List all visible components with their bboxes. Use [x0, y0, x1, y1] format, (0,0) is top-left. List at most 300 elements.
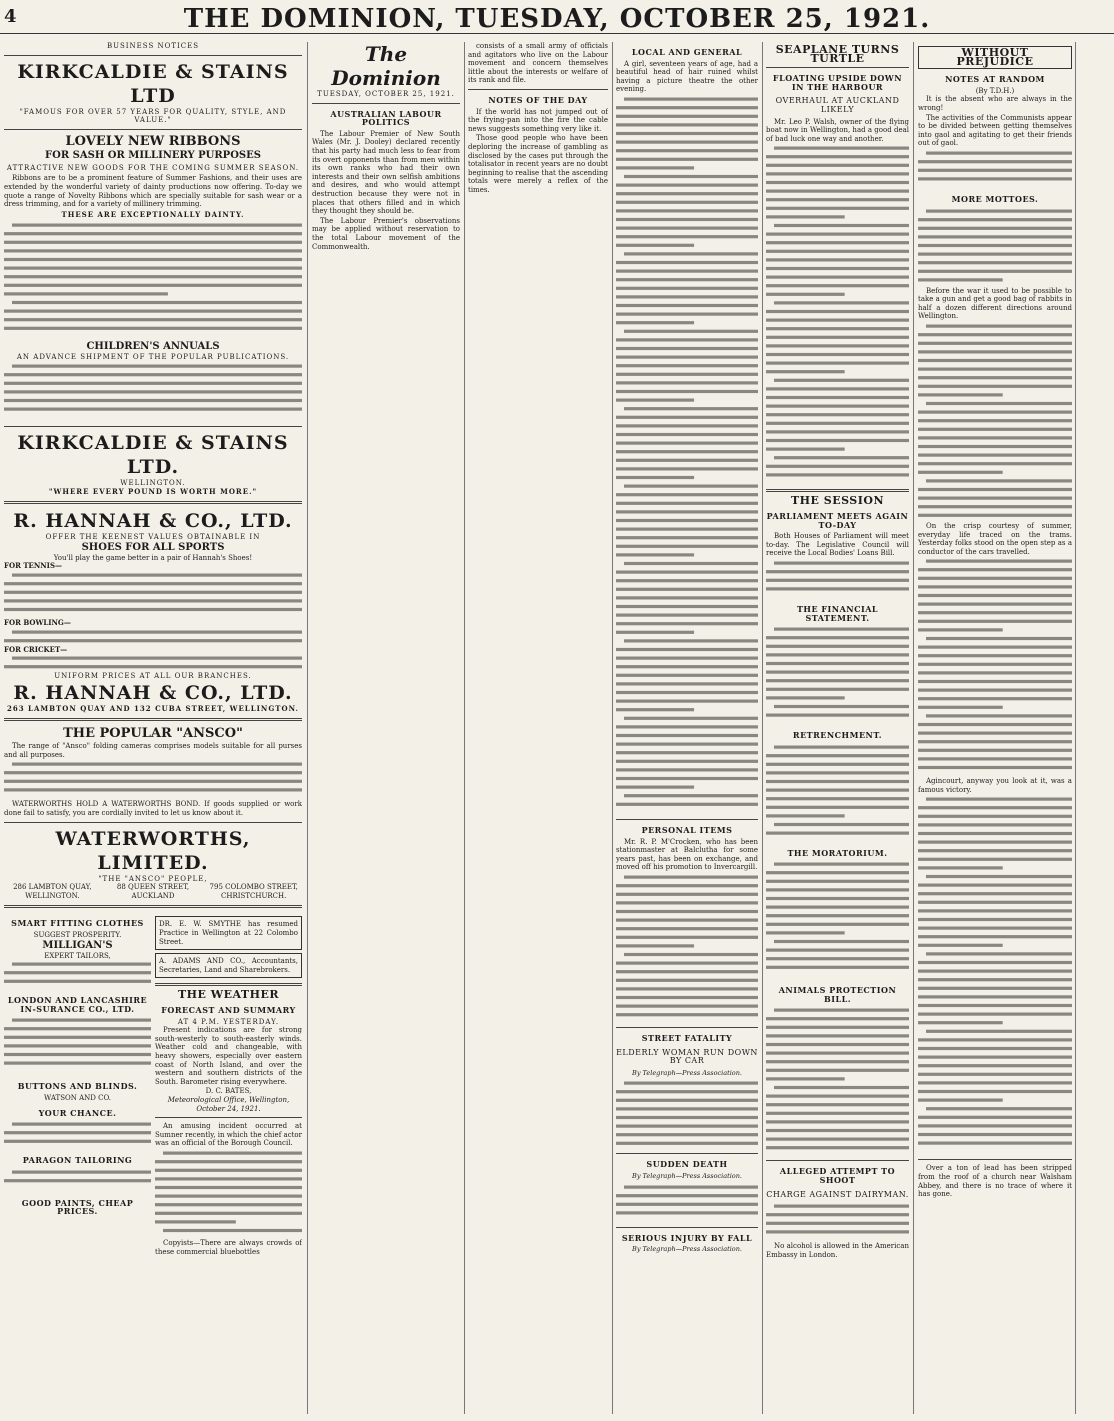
- text-line: [766, 164, 909, 167]
- news-text: [616, 1183, 758, 1223]
- text-line: [616, 381, 758, 384]
- text-line: [616, 398, 694, 401]
- classified-advertiser: MILLIGAN'S: [42, 939, 113, 951]
- page-masthead: [0, 0, 1114, 34]
- text-line: [766, 284, 909, 287]
- ad-product-list: [4, 654, 302, 672]
- text-line: [616, 355, 758, 358]
- text-line: [766, 1095, 909, 1098]
- text-line: [616, 918, 758, 921]
- text-lines: [4, 628, 302, 646]
- ad-category: FOR TENNIS—: [4, 561, 62, 571]
- text-line: [766, 957, 909, 960]
- text-line: [624, 562, 758, 565]
- section-heading: MORE MOTTOES.: [951, 193, 1039, 204]
- text-lines: [4, 1120, 151, 1150]
- column-rule: [762, 42, 763, 1414]
- ad-category: FOR CRICKET—: [4, 644, 68, 654]
- text-line: [616, 235, 758, 238]
- divider: [312, 103, 460, 104]
- text-line: [766, 696, 845, 699]
- text-line: [918, 359, 1072, 362]
- text-line: [766, 1026, 909, 1029]
- text-line: [766, 831, 909, 834]
- text-line: [155, 1194, 302, 1197]
- text-line: [616, 1211, 758, 1214]
- text-line: [616, 944, 694, 947]
- text-line: [616, 338, 758, 341]
- text-line: [774, 823, 909, 826]
- text-line: [155, 1169, 302, 1172]
- text-line: [918, 858, 1072, 861]
- divider: [4, 718, 302, 721]
- ad-intro: ATTRACTIVE NEW GOODS FOR THE COMING SUMMER SEASON.: [6, 163, 300, 172]
- text-line: [918, 462, 1072, 465]
- text-line: [616, 1194, 758, 1197]
- text-lines: [616, 873, 758, 1023]
- text-line: [918, 393, 1003, 396]
- text-line: [4, 267, 302, 270]
- text-line: [4, 1053, 151, 1056]
- text-line: [918, 1116, 1072, 1119]
- text-line: [918, 350, 1072, 353]
- text-line: [4, 772, 302, 775]
- text-line: [766, 233, 909, 236]
- text-line: [616, 884, 758, 887]
- local-news-column: [616, 42, 758, 1417]
- advertiser-addresses: [4, 883, 302, 900]
- text-line: [918, 586, 1072, 589]
- text-line: [918, 758, 1072, 761]
- text-line: [918, 749, 1072, 752]
- text-line: [766, 1121, 909, 1124]
- text-line: [616, 605, 758, 608]
- text-lines: [766, 743, 909, 843]
- text-line: [616, 132, 758, 135]
- divider: [616, 1153, 758, 1154]
- text-line: [766, 1069, 909, 1072]
- text-line: [616, 777, 758, 780]
- weather-subheading: FORECAST AND SUMMARY: [161, 1005, 296, 1015]
- text-line: [918, 243, 1072, 246]
- column-rule: [612, 42, 613, 1414]
- text-line: [918, 654, 1072, 657]
- text-line: [616, 910, 758, 913]
- news-subheading: OVERHAUL AT AUCKLAND LIKELY: [775, 96, 900, 114]
- text-lines: [766, 144, 909, 484]
- text-line: [918, 646, 1072, 649]
- text-line: [918, 807, 1072, 810]
- text-line: [616, 424, 758, 427]
- text-line: [616, 1004, 758, 1007]
- text-line: [766, 906, 909, 909]
- text-line: [918, 269, 1072, 272]
- text-line: [766, 570, 909, 573]
- text-line: [766, 579, 909, 582]
- text-line: [12, 657, 302, 660]
- divider: [918, 1159, 1072, 1160]
- text-line: [918, 680, 1072, 683]
- text-line: [766, 1018, 909, 1021]
- text-line: [766, 465, 909, 468]
- divider: [4, 822, 302, 823]
- text-line: [918, 867, 1003, 870]
- text-line: [766, 207, 909, 210]
- text-line: [616, 1142, 758, 1145]
- text-line: [624, 484, 758, 487]
- classified-columns: [4, 913, 302, 1257]
- text-line: [766, 327, 909, 330]
- divider: [4, 55, 302, 56]
- ad-intro: OFFER THE KEENEST VALUES OBTAINABLE IN: [45, 533, 261, 542]
- text-line: [4, 232, 302, 235]
- text-line: [918, 944, 1003, 947]
- text-line: [616, 269, 758, 272]
- text-line: [766, 439, 909, 442]
- news-text: [155, 1149, 302, 1239]
- text-lines: [766, 860, 909, 980]
- notes-heading: NOTES OF THE DAY: [488, 94, 588, 105]
- text-line: [616, 665, 758, 668]
- text-lines: [4, 571, 302, 619]
- text-line: [4, 1140, 151, 1143]
- text-line: [774, 940, 909, 943]
- text-line: [918, 436, 1072, 439]
- text-line: [616, 760, 758, 763]
- notes-paragraph: Those good people who have been deploring the increase of gambling as disclosed by the cases put through the totalisator in recent years are no doubt beginning to realise that the ascending totals were merely a reflex of the times.: [468, 134, 608, 194]
- text-line: [616, 1116, 758, 1119]
- text-line: [918, 620, 1072, 623]
- text-line: [766, 388, 909, 391]
- text-line: [918, 910, 1072, 913]
- text-line: [624, 639, 758, 642]
- text-line: [774, 705, 909, 708]
- text-line: [12, 224, 302, 227]
- text-line: [616, 373, 758, 376]
- text-line: [4, 390, 302, 393]
- text-line: [155, 1212, 302, 1215]
- advertiser-address: 263 LAMBTON QUAY AND 132 CUBA STREET, WELLINGTON.: [6, 703, 299, 713]
- text-line: [4, 373, 302, 376]
- text-line: [918, 342, 1072, 345]
- text-lines: [4, 221, 302, 341]
- text-line: [926, 209, 1072, 212]
- text-line: [4, 591, 302, 594]
- text-line: [926, 715, 1072, 718]
- text-line: [616, 1099, 758, 1102]
- advertiser-address: 286 LAMBTON QUAY, WELLINGTON.: [13, 883, 92, 900]
- editorial-paragraph: The Labour Premier of New South Wales (Mr. J. Dooley) declared recently that his party had much less to fear from its overt opponents than from men within its own ranks who had their own interests and their own selfish ambitions and desires, and who would attempt destruction because they were not in places that others filled and in which they thought they should be.: [312, 129, 460, 216]
- text-line: [918, 514, 1072, 517]
- text-line: [926, 402, 1072, 405]
- text-line: [926, 875, 1072, 878]
- text-line: [12, 301, 302, 304]
- advertiser-name: R. HANNAH & CO., LTD.: [13, 510, 293, 533]
- text-line: [918, 1004, 1072, 1007]
- text-line: [918, 177, 1072, 180]
- classified-heading: GOOD PAINTS, CHEAP PRICES.: [21, 1197, 134, 1217]
- text-lines: [4, 362, 302, 422]
- opinion-text: [918, 149, 1072, 189]
- text-line: [766, 780, 909, 783]
- text-lines: [4, 760, 302, 800]
- text-line: [616, 1202, 758, 1205]
- text-line: [616, 648, 758, 651]
- text-line: [616, 622, 758, 625]
- section-heading: THE MORATORIUM.: [787, 847, 888, 858]
- text-line: [918, 1133, 1072, 1136]
- text-line: [616, 244, 694, 247]
- text-line: [918, 367, 1072, 370]
- text-line: [918, 918, 1072, 921]
- parliament-column: [766, 42, 909, 1417]
- text-line: [918, 160, 1072, 163]
- text-line: [766, 714, 909, 717]
- text-lines: [766, 625, 909, 725]
- news-subheading: ELDERLY WOMAN RUN DOWN BY CAR: [616, 1047, 758, 1066]
- text-line: [4, 1179, 151, 1182]
- text-line: [4, 275, 302, 278]
- text-line: [766, 587, 909, 590]
- ad-body: The range of "Ansco" folding cameras comprises models suitable for all purses and all purposes.: [4, 742, 302, 759]
- text-line: [4, 639, 302, 642]
- divider: [4, 905, 302, 908]
- divider: [468, 89, 608, 90]
- column-byline: (By T.D.H.): [975, 86, 1015, 95]
- text-line: [4, 608, 302, 611]
- text-line: [918, 235, 1072, 238]
- opinion-text: [918, 557, 1072, 777]
- text-line: [766, 805, 909, 808]
- text-line: [918, 629, 1003, 632]
- opinion-text: [918, 322, 1072, 522]
- text-line: [918, 1073, 1072, 1076]
- news-text: [616, 1079, 758, 1149]
- text-line: [616, 682, 758, 685]
- text-line: [624, 330, 758, 333]
- section-heading: THE FINANCIAL STATEMENT.: [796, 603, 879, 623]
- text-lines: [918, 322, 1072, 522]
- text-line: [926, 1108, 1072, 1111]
- text-line: [4, 780, 302, 783]
- text-line: [4, 1036, 151, 1039]
- text-line: [918, 901, 1072, 904]
- text-line: [918, 505, 1072, 508]
- text-line: [766, 422, 909, 425]
- text-line: [616, 261, 758, 264]
- text-lines: [766, 1202, 909, 1242]
- ad-subheading: FOR SASH OR MILLINERY PURPOSES: [45, 149, 261, 161]
- notes-paragraph: If the world has not jumped out of the frying-pan into the fire the cable news suggests something very like it.: [468, 107, 608, 133]
- ad-note: You'll play the game better in a pair of Hannah's Shoes!: [53, 553, 253, 562]
- local-paragraph: A girl, seventeen years of age, had a beautiful head of hair ruined whilst having a picture theatre the other evening.: [616, 59, 758, 94]
- text-line: [616, 510, 758, 513]
- text-lines: [918, 557, 1072, 777]
- text-line: [616, 751, 758, 754]
- text-line: [918, 850, 1072, 853]
- news-paragraph: Both Houses of Parliament will meet to-day. The Legislative Council will receive the Local Bodies' Loans Bill.: [766, 532, 909, 558]
- text-line: [616, 278, 758, 281]
- text-line: [766, 1129, 909, 1132]
- text-line: [616, 961, 758, 964]
- text-line: [766, 688, 909, 691]
- text-line: [766, 1043, 909, 1046]
- text-line: [766, 362, 909, 365]
- column-rule: [913, 42, 914, 1414]
- text-line: [918, 218, 1072, 221]
- text-line: [918, 732, 1072, 735]
- divider: [766, 489, 909, 492]
- text-line: [918, 419, 1072, 422]
- text-line: [766, 897, 909, 900]
- text-line: [766, 966, 909, 969]
- weather-heading: THE WEATHER: [177, 988, 280, 1002]
- text-line: [12, 763, 302, 766]
- text-line: [918, 594, 1072, 597]
- text-line: [616, 433, 758, 436]
- text-line: [766, 1078, 845, 1081]
- text-line: [766, 267, 909, 270]
- ad-heading: SHOES FOR ALL SPORTS: [81, 541, 225, 553]
- text-line: [616, 536, 758, 539]
- text-line: [616, 936, 758, 939]
- ad-note: THESE ARE EXCEPTIONALLY DAINTY.: [61, 209, 245, 219]
- text-line: [155, 1160, 302, 1163]
- news-text: [766, 1202, 909, 1242]
- newspaper-title: THE DOMINION, TUESDAY, OCTOBER 25, 1921.: [183, 4, 931, 34]
- text-line: [616, 545, 758, 548]
- news-subheading: FLOATING UPSIDE DOWN IN THE HARBOUR: [772, 73, 903, 92]
- ad-note: UNIFORM PRICES AT ALL OUR BRANCHES.: [54, 672, 252, 681]
- personal-heading: PERSONAL ITEMS: [641, 824, 733, 835]
- text-line: [918, 1056, 1072, 1059]
- news-byline: By Telegraph—Press Association.: [632, 1245, 742, 1254]
- text-line: [918, 697, 1072, 700]
- opinion-text: [918, 795, 1072, 1155]
- text-line: [624, 407, 758, 410]
- text-line: [766, 276, 909, 279]
- text-line: [616, 979, 758, 982]
- text-line: [766, 1222, 909, 1225]
- text-line: [918, 936, 1072, 939]
- text-line: [766, 1147, 909, 1150]
- text-line: [616, 656, 758, 659]
- classified-body: [4, 1168, 151, 1193]
- text-line: [918, 385, 1072, 388]
- divider: [155, 983, 302, 986]
- text-line: [766, 880, 909, 883]
- text-line: [766, 1231, 909, 1234]
- local-heading: LOCAL AND GENERAL: [631, 47, 743, 57]
- classified-right: [155, 913, 302, 1257]
- classified-heading: BUTTONS AND BLINDS.: [17, 1081, 138, 1092]
- text-line: [12, 1123, 151, 1126]
- text-line: [616, 295, 758, 298]
- text-line: [616, 502, 758, 505]
- text-line: [918, 471, 1003, 474]
- text-lines: [616, 1079, 758, 1149]
- text-line: [4, 789, 302, 792]
- text-line: [616, 123, 758, 126]
- ad-category: FOR BOWLING—: [4, 617, 71, 627]
- text-line: [4, 293, 168, 296]
- personal-text: [616, 873, 758, 1023]
- divider: [616, 1227, 758, 1228]
- weather-office: Meteorological Office, Wellington, October 24, 1921.: [167, 1095, 290, 1113]
- text-line: [766, 1104, 909, 1107]
- classified-body: [4, 1120, 151, 1150]
- text-line: [918, 1047, 1072, 1050]
- news-paragraph: Mr. Leo P. Walsh, owner of the flying boat now in Wellington, had a good deal of bad luck one way and another.: [766, 117, 909, 143]
- classified-notice: A. ADAMS AND CO., Accountants, Secretaries, Land and Sharebrokers.: [155, 953, 302, 978]
- ad-body-text: [4, 760, 302, 800]
- text-line: [766, 653, 909, 656]
- text-line: [616, 708, 694, 711]
- text-line: [766, 345, 909, 348]
- text-line: [155, 1203, 302, 1206]
- divider: [616, 819, 758, 820]
- text-line: [766, 293, 845, 296]
- section-label: BUSINESS NOTICES: [106, 42, 200, 50]
- ad-subheading: AN ADVANCE SHIPMENT OF THE POPULAR PUBLICATIONS.: [16, 353, 290, 362]
- text-lines: [918, 207, 1072, 287]
- text-line: [616, 476, 694, 479]
- text-line: [766, 181, 909, 184]
- opinion-paragraph: The activities of the Communists appear to be divided between getting themselves into gaol and agitating to get their friends out of gaol.: [918, 113, 1072, 148]
- text-line: [616, 596, 758, 599]
- editorial-continuation: consists of a small army of officials and agitators who live on the Labour movement and concern themselves little about the interests or welfare of its rank and file.: [468, 42, 608, 85]
- editorial-heading: AUSTRALIAN LABOUR POLITICS: [330, 108, 442, 128]
- text-line: [616, 218, 758, 221]
- news-text: [766, 860, 909, 980]
- news-text: [766, 144, 909, 484]
- text-line: [774, 302, 909, 305]
- text-line: [766, 889, 909, 892]
- text-line: [766, 198, 909, 201]
- text-line: [4, 1131, 151, 1134]
- divider: [4, 129, 302, 130]
- text-line: [616, 304, 758, 307]
- text-line: [616, 785, 694, 788]
- opinion-paragraph: Agincourt, anyway you look at it, was a famous victory.: [918, 777, 1072, 794]
- text-line: [766, 474, 909, 477]
- text-line: [766, 932, 845, 935]
- text-line: [616, 347, 758, 350]
- text-line: [918, 979, 1072, 982]
- text-line: [918, 841, 1072, 844]
- classified-body: [4, 1016, 151, 1076]
- text-lines: [766, 559, 909, 599]
- text-line: [624, 794, 758, 797]
- text-line: [616, 970, 758, 973]
- opinion-paragraph: It is the absent who are always in the wrong!: [918, 95, 1072, 112]
- divider: [616, 1027, 758, 1028]
- text-line: [616, 364, 758, 367]
- text-line: [616, 450, 758, 453]
- news-heading: SERIOUS INJURY BY FALL: [621, 1232, 753, 1243]
- advertiser-tagline: "FAMOUS FOR OVER 57 YEARS FOR QUALITY, STYLE, AND VALUE.": [19, 107, 287, 125]
- text-lines: [155, 1149, 302, 1239]
- text-line: [766, 396, 909, 399]
- text-line: [766, 190, 909, 193]
- text-line: [616, 579, 758, 582]
- column-rule: [1075, 42, 1076, 1414]
- text-line: [4, 1045, 151, 1048]
- text-line: [766, 1112, 909, 1115]
- text-line: [4, 1028, 151, 1031]
- section-heading: RETRENCHMENT.: [792, 730, 883, 741]
- text-lines: [918, 149, 1072, 189]
